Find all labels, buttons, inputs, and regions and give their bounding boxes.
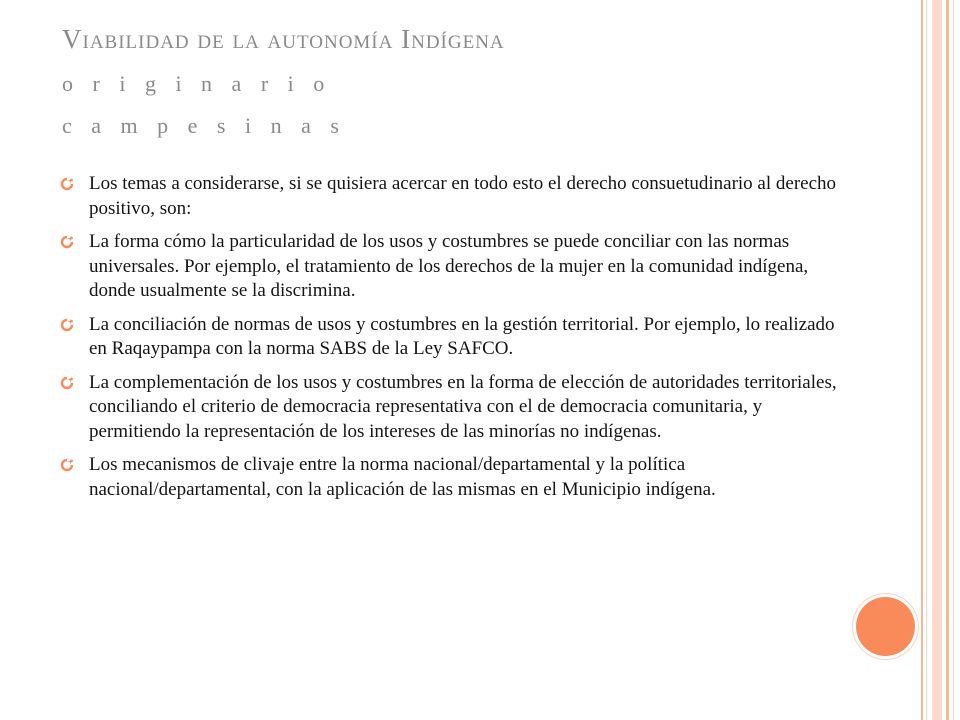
bullet-text: Los mecanismos de clivaje entre la norma nacional/departamental y la política nacional/departamental, con la aplicación de las mismas en el Municipio indígena. — [89, 454, 716, 500]
border-line — [926, 0, 927, 720]
bullet-item — [60, 230, 840, 304]
bullet-text: La conciliación de normas de usos y costumbres en la gestión territorial. Por ejemplo, lo realizado en Raqaypampa con la norma SABS de la Ley SAFCO. — [89, 313, 835, 359]
orange-swirl-bullet-icon — [60, 376, 74, 390]
bullet-text: La complementación de los usos y costumbres en la forma de elección de autoridades territoriales, conciliando el criterio de democracia representativa con el de democracia comunitaria, y permitiendo la representación de los intereses de las minorías no indígenas. — [89, 371, 837, 442]
bullet-list — [60, 172, 840, 511]
bullet-item — [60, 371, 840, 445]
orange-swirl-bullet-icon — [60, 458, 74, 472]
title-line-2: o r i g i n a r i o — [62, 71, 332, 96]
border-line — [946, 0, 949, 720]
bullet-item — [60, 172, 840, 221]
bullet-item — [60, 313, 840, 362]
bullet-item — [60, 453, 840, 502]
title-line-1: Viabilidad de la autonomía Indígena — [62, 24, 505, 54]
title-line-3: c a m p e s i n a s — [62, 113, 346, 138]
orange-swirl-bullet-icon — [60, 235, 74, 249]
orange-swirl-bullet-icon — [60, 318, 74, 332]
border-line — [953, 0, 954, 720]
orange-circle-decoration — [856, 597, 915, 656]
border-band — [932, 0, 942, 720]
slide-title — [62, 22, 922, 142]
bullet-text: La forma cómo la particularidad de los usos y costumbres se puede conciliar con las normas universales. Por ejemplo, el tratamiento de los derechos de la mujer en la comunidad indígena, donde usualmente se la discrimina. — [89, 231, 809, 301]
bullet-text: Los temas a considerarse, si se quisiera acercar en todo esto el derecho consuetudinario al derecho positivo, son: — [89, 173, 837, 219]
orange-swirl-bullet-icon — [60, 177, 74, 191]
